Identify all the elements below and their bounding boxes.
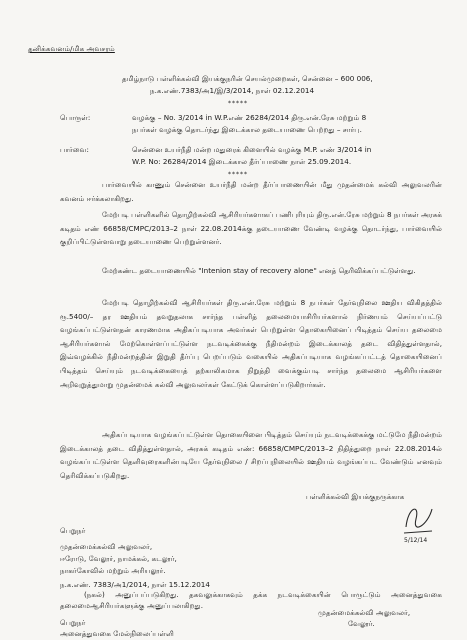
endorsement-signer-1: முதன்மைக்கல்வி அலுவலர், bbox=[318, 608, 411, 617]
signature-for-line: பள்ளிக்கல்வி இயக்குநருக்காக bbox=[306, 492, 405, 501]
reference-line-1: சென்னை உயர்நீதி மன்ற மதுரைக் கிளையில் வழக்கு M.P. எண் 3/2014 in bbox=[132, 145, 372, 154]
separator-stars-2: ***** bbox=[228, 171, 248, 178]
recipient-line-2: ஈரோடு, வேலூர், நாமக்கல், கடலூர், bbox=[60, 554, 177, 563]
recipient-line-3: நாகர்கோவில் மற்றும் அரியலூர். bbox=[60, 566, 166, 575]
confidential-label: தனிக்கவனம்/மிக அவசரம் bbox=[28, 44, 115, 53]
body-paragraph-2: மேற்படி பள்ளிகளில் தொழிற்கல்வி ஆசிரியர்களாகப் பணிபுரியும் திரு.என்.ரேசு மற்றும் 8 நபர்கள் அரசுக் கடிதம் எண் 66858/CMPC/2013–2 நாள் 22.08.2014க்கு தடையாணை வேண்டி வழக்கு தொடர்ந்து, பார்வையில் குறிப்பிட்டுள்ளவாறு தடையாணை பெற்றுள்ளனர். bbox=[60, 210, 442, 247]
separator-stars: ***** bbox=[228, 100, 248, 107]
body-paragraph-1: பார்வையில் காணும் சென்னை உயர்நீதி மன்ற தீர்ப்பாணையின் மீது முதன்மைக் கல்வி அலுவலரின் கவனம் ஈர்க்கலாகிறது. bbox=[60, 180, 442, 203]
subject-line-1: வழக்கு – No. 3/2014 in W.P.எண் 26284/2014 திரு.என்.ரேசு மற்றும் 8 bbox=[132, 113, 367, 122]
recipient-line-1: முதன்மைக்கல்வி அலுவலர், bbox=[60, 542, 153, 551]
body-paragraph-5: அதிகப்படியாக வழங்கப்பட்டுள்ள தொகையினை பிடித்தம் செய்யும் நடவடிக்கைக்கு மட்டுமே நீதிமன்றம் இடைக்காலத் தடை விதித்துள்ளதால், அரசுக் கடிதம் எண்: 66858/CMPC/2013–2 நிதித்துறை நாள் 22.08.2014ல் வழங்கப்பட்டுள்ள தெளிவுரைகளின்படியே தேர்வுநிலை / சிறப்புநிலையில் ஊதியம் வழங்கப்பட வேண்டும் எனவும் தெரிவிக்கப்படுகிறது. bbox=[60, 430, 442, 480]
handwritten-signature bbox=[398, 497, 438, 541]
office-title: தமிழ்நாடு பள்ளிக்கல்வி இயக்குநரின் செயல்முறைகள், சென்னை – 600 006, bbox=[122, 74, 373, 83]
recipient2-line-1: அனைத்துவகை மேல்நிலைப்பள்ளி bbox=[60, 629, 174, 638]
signature-date: 5/12/14 bbox=[404, 537, 428, 544]
recipient-label: பெறுநர் bbox=[60, 526, 86, 535]
subject-label: பொருள்: bbox=[60, 113, 91, 122]
reference-label: பார்வை: bbox=[60, 145, 89, 154]
endorsement-signer-2: வேலூர். bbox=[348, 619, 375, 628]
office-ref-number: ந.க.எண்.7383/அ1/இ/3/2014, நாள் 02.12.2014 bbox=[150, 86, 315, 95]
endorsement-ref: ந.க.எண். 7383/அ1/2014, நாள் 15.12.2014 bbox=[60, 580, 210, 589]
subject-line-2: நபர்கள் வழக்கு தொடர்ந்து இடைக்கால தடையாணை பெற்றது – சார்பு. bbox=[132, 125, 362, 134]
body-paragraph-3: மேற்கண்ட தடையாணையில் "Intenion stay of recovery alone" எனத் தெரிவிக்கப்பட்டுள்ளது. bbox=[102, 266, 416, 275]
recipient2-label: பெறுநர் bbox=[60, 618, 86, 627]
endorsement-text: (நகல்) அனுப்பப்படுகிறது. தகவலுக்காகவும் தக்க நடவடிக்கையின் பொருட்டும் அனைத்துவகை தலைமைஆசிரியர்களுக்கு அனுப்பலாகிறது. bbox=[60, 590, 442, 610]
reference-line-2: W.P. No: 26284/2014 இடைக்கால தீர்ப்பாணை நாள் 25.09.2014. bbox=[132, 157, 352, 166]
body-paragraph-4: மேற்படி தொழிற்கல்வி ஆசிரியர்கள் திரு.என்.ரேசு மற்றும் 8 நபர்கள் தேர்வுநிலை ஊதிய விகிதத்தில் ரூ.5400/– தர ஊதியம் தவறுதலாக சார்ந்த பள்ளித் தலைமையாசிரியர்களால் நிர்ணயம் செய்யப்பட்டு வழங்கப்பட்டுள்ளதன் காரணமாக அதிகப்படியாக அவர்கள் பெற்றுள்ள தொகையினைப் பிடித்தம் செய்ய தலைமை ஆசிரியர்களால் மேற்கொள்ளப்பட்டுள்ள நடவடிக்கைக்கு நீதிமன்றம் இடைக்காலத் தடை விதித்துள்ளதால், இவ்வழக்கில் நீதிமன்றத்தின் இறுதி தீர்ப்பு பெறப்படும் வகையில் அதிகப்படியாக வழங்கப்பட்டத் தொகையினைப் பிடித்தம் செய்யும் நடவடிக்கையைத் தற்காலிகமாக நிறுத்தி வைக்கும்படி சார்ந்த தலைமை ஆசிரியர்களை அறிவுறுத்துமாறு முதன்மைக் கல்வி அலுவலர்கள் கேட்டுக் கொள்ளப்படுகிறார்கள். bbox=[60, 298, 442, 389]
